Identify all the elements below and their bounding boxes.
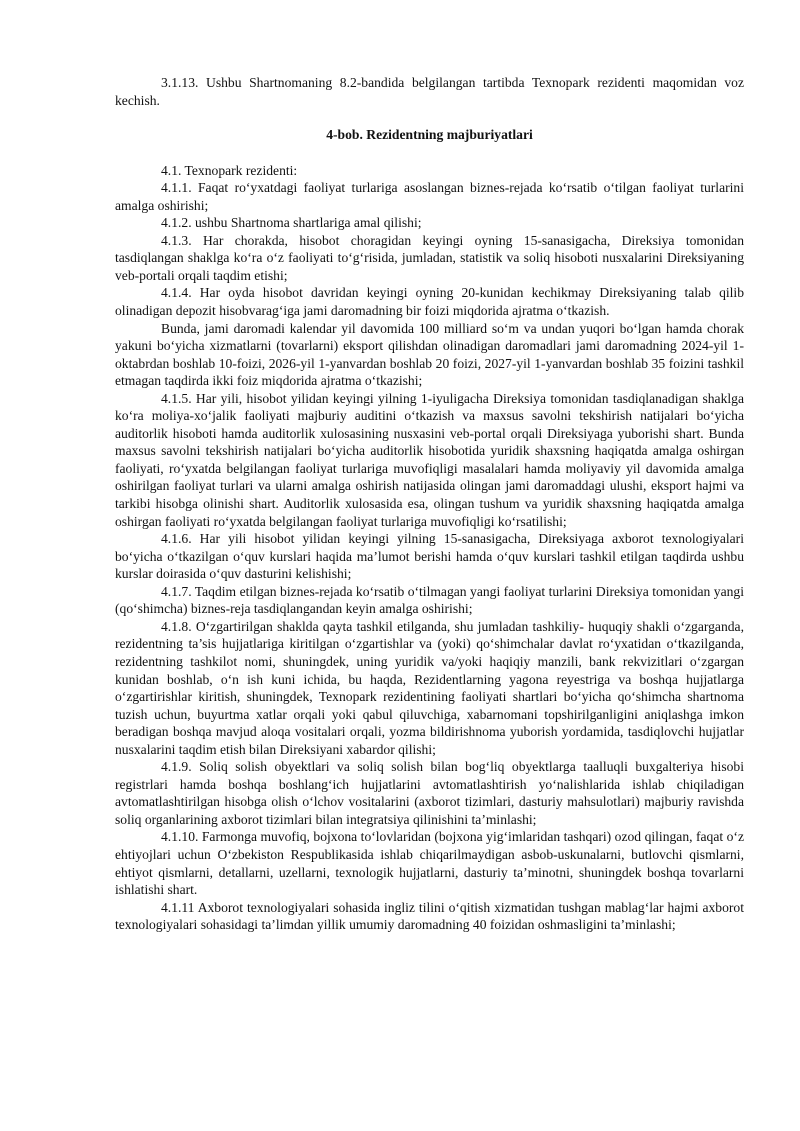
paragraph-4-1-11: 4.1.11 Axborot texnologiyalari sohasida ingliz tilini o‘qitish xizmatidan tushgan mablag‘lar hajmi axborot texnologiyalari sohasidagi ta’limdan yillik umumiy daromadning 40 foizidan oshmasligini ta’minlashi; [115, 899, 744, 933]
paragraph-4-1-4-note: Bunda, jami daromadi kalendar yil davomida 100 milliard so‘m va undan yuqori bo‘lgan hamda chorak yakuni bo‘yicha xizmatlarni (tovarlarni) eksport qilishdan olinadigan daromadlari jami daromadning 2024-yil 1-oktabrdan boshlab 10-foizi, 2026-yil 1-yanvardan boshlab 20 foizi, 2027-yil 1-yanvardan boshlab 35 foizini tashkil etmagan taqdirda ikki foiz miqdorida ajratma o‘tkazishi; [115, 320, 744, 389]
paragraph-4-1-10: 4.1.10. Farmonga muvofiq, bojxona to‘lovlaridan (bojxona yig‘imlaridan tashqari) ozod qilingan, faqat o‘z ehtiyojlari uchun O‘zbekiston Respublikasida ishlab chiqarilmaydigan asbob-uskunalarni, butlovchi qismlarni, ehtiyot qismlarni, detallarni, uzellarni, texnologik hujjatlarni, dasturiy ta’minotni, shuningdek boshqa tovarlarni ishlatishi shart. [115, 829, 744, 898]
paragraph-4-1-2: 4.1.2. ushbu Shartnoma shartlariga amal qilishi; [161, 215, 422, 231]
paragraph-4-1-6: 4.1.6. Har yili hisobot yilidan keyingi yilning 15-sanasigacha, Direksiyaga axborot texnologiyalari bo‘yicha o‘tkazilgan o‘quv kurslari haqida ma’lumot berishi hamda o‘quv kurslari tashkil etilgan taqdirda ushbu kurslar doirasida o‘quv dasturini kelishishi; [115, 531, 744, 582]
paragraph-3-1-13: 3.1.13. Ushbu Shartnomaning 8.2-bandida belgilangan tartibda Texnopark rezidenti maqomidan voz kechish. [115, 75, 744, 108]
chapter-heading: 4-bob. Rezidentning majburiyatlari [326, 127, 533, 143]
paragraph-4-1-5: 4.1.5. Har yili, hisobot yilidan keyingi yilning 1-iyuligacha Direksiya tomonidan tasdiqlanadigan shaklga ko‘ra moliya-xo‘jalik faoliyati majburiy auditini o‘tkazish va maxsus savolni tekshirish natijalari bo‘yicha auditorlik hisoboti hamda auditorlik xulosasining nusxasini veb-portal orqali Direksiyaga yuborishi shart. Bunda maxsus savolni tekshirish natijalari bo‘yicha auditorlik hisobotida yuridik shaxsning haqiqatda amalga oshirgan faoliyati, ro‘yxatda belgilangan faoliyat turlariga muvofiqligi masalalari hamda moliyaviy yil davomida amalga oshirilgan faoliyat turlari va ularni amalga oshirish natijasida olingan jami daromaddagi ulushi, eksport hajmi va tarkibi hisobga olinishi shart. Auditorlik xulosasida esa, olingan tushum va yuridik shaxsning haqiqatda amalga oshirgan faoliyati ro‘yxatda belgilangan faoliyat turlariga muvofiqligi ko‘rsatilishi; [115, 390, 744, 529]
paragraph-list [115, 162, 744, 934]
paragraph-4-1-8: 4.1.8. O‘zgartirilgan shaklda qayta tashkil etilganda, shu jumladan tashkiliy- huquqiy shakli o‘zgarganda, rezidentning ta’sis hujjatlariga kiritilgan o‘zgartishlar va (yoki) qo‘shimchalar davlat ro‘yxatidan o‘tkazilganda, rezidentning tashkilot nomi, shuningdek, uning yuridik va/yoki haqiqiy manzili, bank rekvizitlari o‘zgargan kunidan boshlab, o‘n ish kuni ichida, bu haqda, Rezidentlarning yagona reyestriga va boshqa hujjatlarga o‘zgartirishlar kiritish, shuningdek, Texnopark rezidentining faoliyati shartlari bo‘yicha qo‘shimcha shartnoma tuzish uchun, buyurtma xatlar orqali yoki qabul qiluvchiga, xabarnomani topshirilganligini aniqlashga imkon beradigan boshqa mavjud aloqa vositalari orqali, yozma bildirishnoma yuborish yordamida, tasdiqlovchi hujjatlar nusxalarini taqdim etish bilan Direksiyani xabardor qilishi; [115, 618, 744, 757]
paragraph-4-1: 4.1. Texnopark rezidenti: [161, 162, 298, 178]
paragraph-4-1-4: 4.1.4. Har oyda hisobot davridan keyingi oyning 20-kunidan kechikmay Direksiyaning talab qilib olinadigan depozit hisobvarag‘iga jami daromadning bir foizi miqdorida ajratma o‘tkazish. [115, 285, 744, 319]
paragraph-4-1-7: 4.1.7. Taqdim etilgan biznes-rejada ko‘rsatib o‘tilmagan yangi faoliyat turlarini Direksiya tomonidan yangi (qo‘shimcha) biznes-reja tasdiqlangandan keyin amalga oshirishi; [115, 583, 744, 617]
paragraph-4-1-9: 4.1.9. Soliq solish obyektlari va soliq solish bilan bog‘liq obyektlarga taalluqli buxgalteriya hisobi registrlari hamda boshqa boshlang‘ich hujjatlarini avtomatlashtirish yo‘nalishlarida ishlab chiqiladigan avtomatlashtirilgan hisobga olish o‘lchov vositalarini (axborot tizimlari, dasturiy mahsulotlari) majburiy ravishda soliq organlarining axborot tizimlari bilan integratsiya qilinishini ta’minlashi; [115, 759, 744, 827]
paragraph-4-1-3: 4.1.3. Har chorakda, hisobot choragidan keyingi oyning 15-sanasigacha, Direksiya tomonidan tasdiqlangan shaklga ko‘ra o‘z faoliyati to‘g‘risida, jumladan, statistik va soliq hisoboti nusxalarini Direksiyaning veb-portali orqali taqdim etishi; [115, 232, 744, 283]
paragraph-4-1-1: 4.1.1. Faqat ro‘yxatdagi faoliyat turlariga asoslangan biznes-rejada ko‘rsatib o‘tilgan faoliyat turlarini amalga oshirishi; [115, 180, 744, 213]
